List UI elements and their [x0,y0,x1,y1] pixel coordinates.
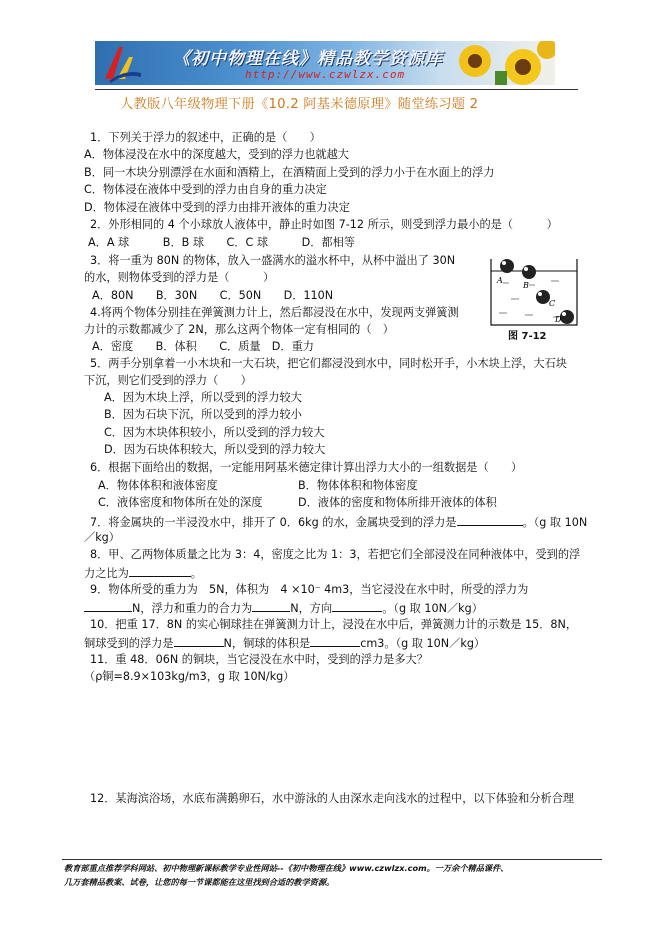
question-10-text-c: cm3。（g 取 10N／kg） [360,637,486,650]
question-8-stem-line-1: 8．甲、乙两物体质量之比为 3：4，密度之比为 1：3，若把它们全部浸没在同种液体中，受到的浮 [90,548,581,561]
question-7-stem-line-1 [90,514,587,530]
footer-line-1: 教育部重点推荐学科网站、初中物理新课标教学专业性网站--《初中物理在线》www.czwlzx.com。一万余个精品课件、 [64,863,509,873]
question-11-stem: 11．重 48．06N 的铜块，当它浸没在水中时，受到的浮力是多大？ [90,653,428,666]
question-11-given: （ρ铜=8.9×103kg/m3，g 取 10N/kg） [84,670,295,683]
question-6-option-c: C．液体密度和物体所在处的深度 [98,496,263,509]
question-1-stem: 1．下列关于浮力的叙述中，正确的是（ ） [90,131,321,144]
question-10-stem-line-2 [84,635,485,651]
question-1-option-c: C．物体浸在液体中受到的浮力由自身的重力决定 [84,183,327,196]
figure-7-12-beaker [489,255,579,327]
question-10-text-b: N，铜球的体积是 [223,637,311,650]
footer-rule [62,859,602,860]
question-8-stem-line-2 [84,565,202,581]
question-3-options: A．80N B．30N C．50N D．110N [92,289,334,302]
question-8-text: 力之比为 [84,567,129,580]
question-7-stem-line-2: ／kg） [84,531,120,544]
question-4-stem-line-1: 4.将两个物体分别挂在弹簧测力计上，然后都浸没在水中，发现两支弹簧测 [90,306,459,319]
figure-label-a: A [497,276,503,285]
header-banner [95,41,555,85]
question-9-stem-line-2 [84,600,483,616]
question-5-option-d: D．因为石块体积较大，所以受到的浮力较大 [104,443,326,456]
question-12-stem: 12．某海滨浴场，水底布满鹅卵石，水中游泳的人由深水走向浅水的过程中，以下体验和分析合理 [90,792,575,805]
site-logo-icon [101,43,145,83]
question-7-tail: 。（g 取 10N [522,516,588,529]
question-9-text-c: 。（g 取 10N／kg） [382,602,483,615]
question-5-stem-line-2: 下沉，则它们受到的浮力（ ） [84,374,252,387]
question-5-stem-line-1: 5．两手分别拿着一小木块和一大石块，把它们都浸没到水中，同时松开手，小木块上浮，大石块 [90,357,567,370]
question-10-stem-line-1: 10．把重 17．8N 的实心铜球挂在弹簧测力计上，浸没在水中后，弹簧测力计的示数是 15．8N， [90,618,578,631]
answer-blank-9b[interactable] [252,600,290,612]
question-5-option-b: B．因为石块下沉，所以受到的浮力较小 [104,408,302,421]
question-3-stem-line-2: 的水，则物体受到的浮力是（ ） [84,271,275,284]
question-1-option-a: A．物体浸没在水中的深度越大，受到的浮力也就越大 [84,148,349,161]
question-6-option-b: B．物体体积和物体密度 [298,479,418,492]
page-title: 人教版八年级物理下册《10.2 阿基米德原理》随堂练习题 2 [120,97,479,112]
question-6-option-a: A．物体体积和液体密度 [98,479,218,492]
answer-blank-9c[interactable] [332,600,382,612]
banner-url: http://www.czwlzx.com [245,68,406,81]
figure-label-c: C [549,299,556,308]
question-9-stem-line-1: 9．物体所受的重力为 5N，体积为 4 ×10⁻ 4m3，当它浸没在水中时，所受的浮力为 [90,583,529,596]
figure-label-b: B [523,281,529,290]
figure-label-d: D [555,315,562,324]
answer-blank-7[interactable] [457,514,523,526]
answer-blank-10b[interactable] [310,635,360,647]
banner-title: 《初中物理在线》精品教学资源库 [173,49,443,69]
question-10-text-a: 铜球受到的浮力是 [84,637,174,650]
answer-blank-10a[interactable] [174,635,224,647]
question-4-options: A．密度 B．体积 C．质量 D．重力 [92,340,314,353]
answer-blank-9a[interactable] [84,600,132,612]
question-6-option-d: D．液体的密度和物体所排开液体的体积 [298,496,497,509]
question-2-stem: 2．外形相同的 4 个小球放人液体中，静止时如图 7-12 所示，则受到浮力最小的是（ ） [90,218,558,231]
question-1-option-b: B．同一木块分别漂浮在水面和酒精上，在酒精面上受到的浮力小于在水面上的浮力 [84,166,495,179]
question-5-option-c: C．因为木块体积较小，所以受到的浮力较大 [104,426,325,439]
question-2-options: A．A 球 B．B 球 C．C 球 D．都相等 [88,236,355,249]
footer-line-2: 几万套精品教案、试卷，让您的每一节课都能在这里找到合适的教学资源。 [64,877,335,887]
answer-blank-8[interactable] [129,565,191,577]
question-7-text: 7．将金属块的一半浸没水中，排开了 0．6kg 的水，金属块受到的浮力是 [90,516,457,529]
question-9-text-a: N，浮力和重力的合力为 [132,602,253,615]
question-1-option-d: D．物体浸在液体中受到的浮力由排开液体的重力决定 [84,201,350,214]
sunflower-icon [445,41,555,85]
question-5-option-a: A．因为木块上浮，所以受到的浮力较大 [104,391,302,404]
question-8-tail: 。 [190,567,202,580]
header-rule [95,89,578,90]
question-4-stem-line-2: 力计的示数都减少了 2N，那么这两个物体一定有相同的（ ） [84,323,394,336]
question-3-stem-line-1: 3．将一重为 80N 的物体，放入一盛满水的溢水杯中，从杯中溢出了 30N [90,254,456,267]
figure-caption: 图 7-12 [508,331,547,342]
question-6-stem: 6．根据下面给出的数据，一定能用阿基米德定律计算出浮力大小的一组数据是（ ） [90,461,523,474]
question-9-text-b: N，方向 [290,602,333,615]
